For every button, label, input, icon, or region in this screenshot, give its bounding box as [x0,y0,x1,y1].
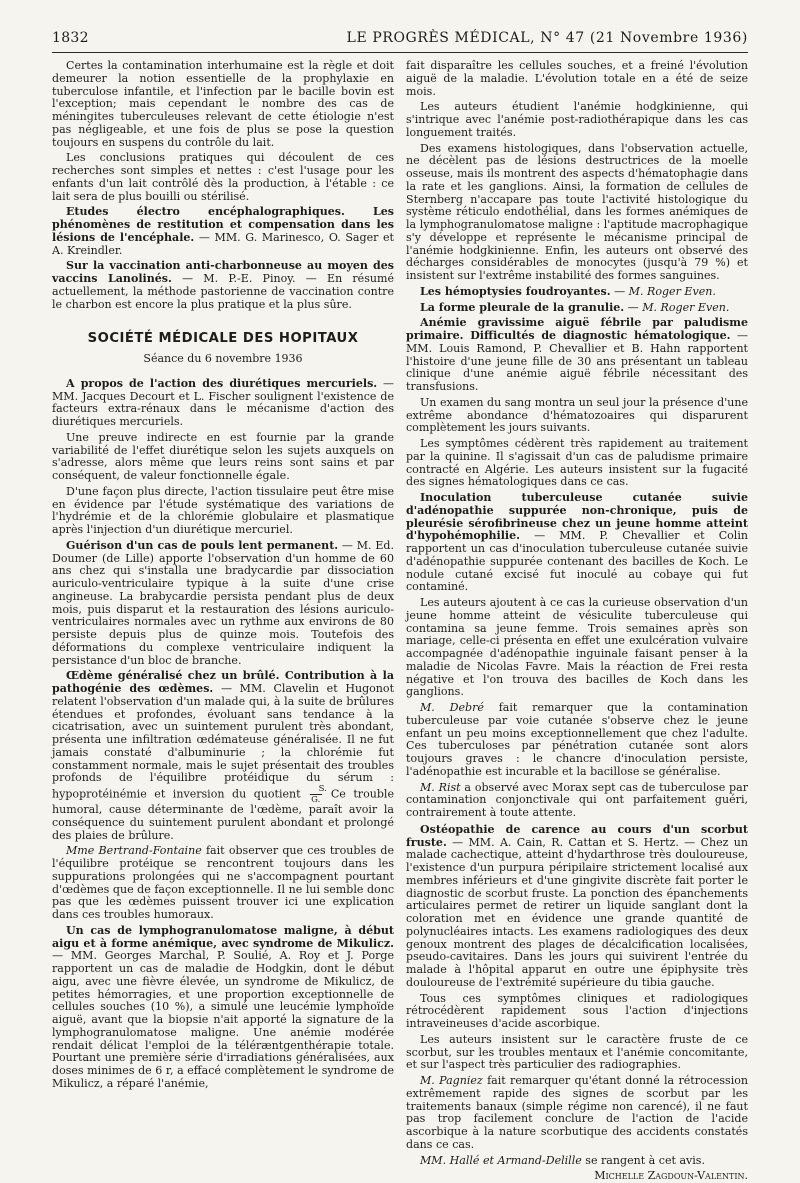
abstract-entry [406,492,748,594]
abstract-text: — MM. A. Cain, R. Cattan et S. Hertz. — Chez un malade cachectique, atteint d'hydarthrose très douloureuse, l'existence d'un purpura péripilaire strictement localisé aux membres inférieurs et d'une gingivite discrète fait porter le diagnostic de scorbut fruste. La ponction des épanchements articulaires permet de retirer un liquide sanglant dont la coloration met en évidence une grande quantité de polynucléaires intacts. Les examens radiologiques des deux genoux montrent des plages de décalcification localisées, pseudo-cavitaires. Dans les jours qui suivirent l'entrée du malade à l'hôpital apparut en outre une épiphysite très douloureuse de l'extrémité supérieure du tibia gauche. [406,835,748,989]
abstract-title: Inoculation tuberculeuse cutanée suivie d'adénopathie suppurée non-chronique, puis de pleurésie sérofibrineuse chez un jeune homme atteint d'hypohémophilie. [406,491,748,543]
paragraph: Certes la contamination interhumaine est la règle et doit demeurer la notion essentielle de la prophylaxie en tuberculose infantile, et l'infection par le bacille bovin est l'exception; mais cependant le nombre des cas de méningites tuberculeuses relevant de cette étiologie n'est pas négligeable, et une fois de plus se pose la question toujours en suspens du contrôle du lait. [52,59,394,149]
paragraph: Les auteurs étudient l'anémie hodgkinienne, qui s'intrique avec l'anémie post-radiothérapique dans les cas longuement traités. [406,100,748,139]
abstract-entry [52,845,394,922]
abstract-entry [406,782,748,820]
abstract-entry [52,540,394,668]
abstract-title: La forme pleurale de la granulie. [420,300,625,314]
abstract-text: — MM. Clavelin et Hugonot relatent l'observation d'un malade qui, à la suite de brûlures étendues et profondes, évoluant sans tendance à la cicatrisation, avec un suintement purulent très abondant, présenta une infiltration œdémateuse généralisée. Il ne fut jamais constaté d'albuminurie ; la chlorémie fut constamment normale, mais le sujet présentait des troubles profonds de l'équilibre protéidique du sérum : hypoprotéinémie et inversion du quotient [52,682,395,801]
abstract-entry [406,286,748,299]
abstract-entry [52,925,394,1091]
abstract-text: a observé avec Morax sept cas de tuberculose par contamination conjonctivale qui ont parfaitement guéri, contrairement à toute attente. [406,780,748,819]
abstract-text: — MM. P. Chevallier et Colin rapportent un cas d'inoculation tuberculeuse cutanée suivie d'adénopathie suppurée contenant des bacilles de Koch. Le nodule cutané excisé fut inoculé au cobaye qui fut contaminé. [406,529,748,594]
abstract-text: fait remarquer que la contamination tuberculeuse par voie cutanée s'observe chez le jeune enfant un peu moins exceptionnellement que chez l'adulte. Ces tuberculoses par pénétration cutanée sont alors toujours graves : le chancre d'inoculation persiste, l'adénopathie est incurable et la bacillose se généralise. [406,701,749,778]
discussant-name: M. Pagniez [420,1074,483,1087]
discussant-name: Mme Bertrand-Fontaine [66,844,202,858]
paragraph: fait disparaître les cellules souches, et a freiné l'évolution aiguë de la maladie. L'évolution totale en a été de seize mois. [406,59,748,98]
abstract-text: fait observer que ces troubles de l'équilibre protéique se rencontrent toujours dans les suppurations prolongées qui ne s'accompagnent pourtant d'œdèmes que de façon exceptionnelle. Il ne lui semble donc pas que les œdèmes puissent trouver ici une explication dans ces troubles humoraux. [52,844,394,921]
abstract-text: fait remarquer qu'étant donné la rétrocession extrêmement rapide des signes de scorbut par les traitements banaux (simple régime non carencé), il ne faut pas trop facilement conclure de l'action de l'acide ascorbique à la nature scorbutique des accidents constatés dans ce cas. [406,1074,748,1151]
abstract-entry [406,702,748,779]
abstract-text: — MM. Jacques Decourt et L. Fischer soulignent l'existence de facteurs extra-rénaux dans le mécanisme d'action des diurétiques mercuriels. [52,376,394,428]
right-column [406,59,749,1183]
section-title: SOCIÉTÉ MÉDICALE DES HOPITAUX [87,331,359,347]
abstract-title: Sur la vaccination anti-charbonneuse au moyen des vaccins Lanolinés. [52,259,394,285]
abstract-entry [52,670,394,842]
discussant-name: M. Debré [420,701,484,714]
discussant-name: MM. Hallé et Armand-Delille [420,1153,582,1167]
formula-denominator: G. [311,795,321,805]
abstract-entry [52,378,394,429]
section-date: Séance du 6 novembre 1936 [143,352,303,365]
paragraph: Les auteurs insistent sur le caractère fruste de ce scorbut, sur les troubles mentaux et l'anémie concomitante, et sur l'aspect très particulier des radiographies. [406,1032,748,1072]
abstract-title: Etudes électro encéphalographiques. Les phénomènes de restitution et compensation dans les lésions de l'encéphale. [52,205,394,244]
page-header [52,30,748,53]
paragraph: Une preuve indirecte en est fournie par la grande variabilité de l'effet diurétique selon les sujets auxquels on s'adresse, alors même que leurs reins sont sains et par conséquent, de valeur fonctionnelle égale. [52,430,394,482]
abstract-title: Guérison d'un cas de pouls lent permanent. [66,538,339,552]
paragraph: Un examen du sang montra un seul jour la présence d'une extrême abondance d'hématozoaires qui disparurent complètement les jours suivants. [406,395,748,435]
abstract-entry [406,317,748,394]
paragraph: Les conclusions pratiques qui découlent de ces recherches sont simples et nettes : c'est l'usage pour les enfants d'un lait contrôlé dès la production, à l'étable : ce lait sera de plus bouilli ou stérilisé. [52,151,394,203]
quotient-formula [305,785,327,804]
left-column [52,59,395,1090]
page-number: 1832 [52,30,89,46]
abstract-title: Anémie gravissime aiguë fébrile par paludisme primaire. Difficultés de diagnostic hématologique. [406,316,748,342]
formula-numerator: S. [318,784,327,794]
paragraph: Des examens histologiques, dans l'observation actuelle, ne décèlent pas de lésions destructrices de la moelle osseuse, mais ils montrent des aspects d'hématophagie dans la rate et les ganglions. Ainsi, la formation de cellules de Sternberg n'accapare pas toute l'activité histologique du système réticulo endothélial, dans les formes anémiques de la lymphogranulomatose maligne : l'aptitude macrophagique s'y développe et représente le mécanisme principal de l'anémie hodgkinienne. Enfin, les auteurs ont observé des décharges considérables de monocytes (jusqu'à 79 %) et insistent sur l'extrême instabilité des formes sanguines. [406,141,748,282]
abstract-title: Œdème généralisé chez un brûlé. Contribution à la pathogénie des œdèmes. [52,669,394,695]
abstract-title: Un cas de lymphogranulomatose maligne, à début aigu et à forme anémique, avec syndrome de Mikulicz. [52,923,394,950]
author-signature: Michelle Zagdoun-Valentin. [594,1169,748,1183]
abstract-text: — MM. Georges Marchal, P. Soulié, A. Roy et J. Porge rapportent un cas de maladie de Hodgkin, dont le début aigu, avec une fièvre élevée, un syndrome de Mikulicz, de petites hémorragies, et une proportion exceptionnelle de cellules souches (10 %), a simulé une leucémie lymphoïde aiguë, avant que la biopsie n'ait apporté la signature de la lymphogranulomatose maligne. Une anémie modérée rendait délicat l'emploi de la téléræntgenthérapie totale. Pourtant une première série d'irradiations généralisées, aux doses minimes de 6 r, a effacé complètement le syndrome de Mikulicz, a réparé l'anémie, [52,949,394,1090]
abstract-text: Ce trouble humoral, cause déterminante de l'œdème, paraît avoir la conséquence du suintement purulent abondant et prolongé des plaies de brûlure. [52,787,394,842]
abstract-title: A propos de l'action des diurétiques mercuriels. [66,376,378,390]
discussant-name: M. Rist [420,780,461,794]
abstract-entry [406,1155,748,1168]
abstract-authors: — M. Roger Even. [610,284,716,298]
abstract-text: se rangent à cet avis. [581,1153,705,1167]
paragraph: D'une façon plus directe, l'action tissulaire peut être mise en évidence par l'étude systématique des variations de l'hydrémie et de la chlorémie globulaire et plasmatique après l'injection d'un diurétique mercuriel. [52,484,394,536]
abstract-authors: — MM. G. Marinesco, O. Sager et A. Kreindler. [52,230,394,257]
paragraph: Les symptômes cédèrent très rapidement au traitement par la quinine. Il s'agissait d'un cas de paludisme primaire contracté en Algérie. Les auteurs insistent sur la fugacité des signes hématologiques dans ce cas. [406,437,748,489]
abstract-entry [52,260,394,311]
abstract-entry [406,1075,748,1152]
abstract-title: Ostéopathie de carence au cours d'un scorbut fruste. [406,822,748,849]
abstract-text: — M. Ed. Doumer (de Lille) apporte l'observation d'un homme de 60 ans chez qui s'installa une bradycardie par dissociation auriculo-ventriculaire typique à la suite d'une crise angineuse. La brabycardie persista pendant plus de deux mois, puis disparut et la restauration des lésions auriculo-ventriculaires normales avec un rythme aux environs de 80 persiste depuis plus de quinze mois. Toutefois des déformations du complexe ventriculaire indiquent la persistance d'un bloc de branche. [52,538,394,667]
abstract-text: — M. P.-E. Pinoy. — En résumé actuellement, la méthode pastorienne de vaccination contre le charbon est encore la plus pratique et la plus sûre. [52,272,394,311]
paragraph: Les auteurs ajoutent à ce cas la curieuse observation d'un jeune homme atteint de vésiculite tuberculeuse qui contamina sa jeune femme. Trois semaines après son mariage, celle-ci présenta en effet une exulcération vulvaire accompagnée d'adénopathie inguinale faisant penser à la maladie de Nicolas Favre. Mais la réaction de Frei resta négative et l'on trouva des bacilles de Koch dans les ganglions. [406,596,748,699]
abstract-entry [406,824,748,990]
abstract-entry [52,206,394,257]
article-columns [52,59,749,1183]
journal-title: LE PROGRÈS MÉDICAL, N° 47 (21 Novembre 1936) [346,30,748,46]
abstract-authors: — M. Roger Even. [624,300,730,314]
abstract-title: Les hémoptysies foudroyantes. [420,284,611,298]
abstract-text: — MM. Louis Ramond, P. Chevallier et B. Hahn rapportent l'histoire d'une jeune fille de 30 ans présentant un tableau clinique d'une anémie aiguë fébrile nécessitant des transfusions. [406,329,748,393]
paragraph: Tous ces symptômes cliniques et radiologiques rétrocédèrent rapidement sous l'action d'injections intraveineuses d'acide ascorbique. [406,991,748,1030]
abstract-entry [406,302,748,315]
